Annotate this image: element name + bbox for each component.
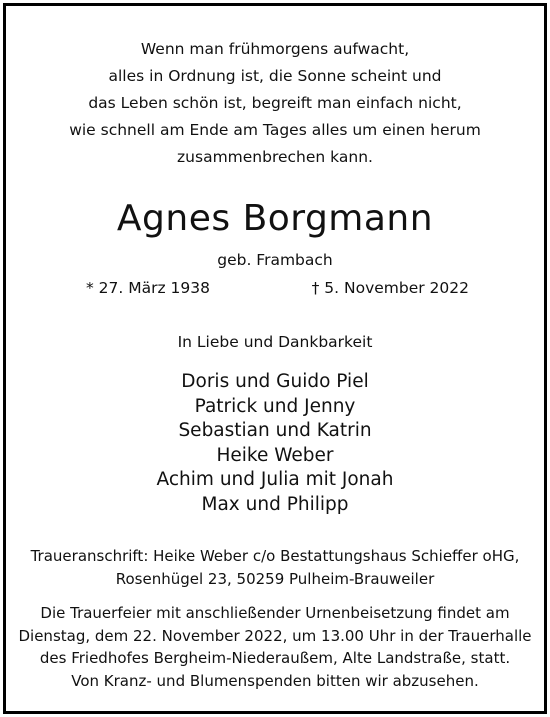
- mourning-address: [6, 545, 544, 591]
- poem-line: wie schnell am Ende am Tages alles um einen herum: [69, 121, 481, 139]
- service-line: Von Kranz- und Blumenspenden bitten wir abzusehen.: [71, 671, 479, 690]
- mourners-intro: In Liebe und Dankbarkeit: [177, 333, 373, 351]
- death-date: † 5. November 2022: [311, 279, 469, 297]
- mourner-line: Patrick und Jenny: [194, 395, 356, 417]
- maiden-name: geb. Frambach: [217, 251, 333, 269]
- mourner-line: Achim und Julia mit Jonah: [156, 469, 394, 490]
- service-line: Dienstag, dem 22. November 2022, um 13.00 Uhr in der Trauerhalle: [18, 626, 532, 645]
- mourner-line: Max und Philipp: [201, 493, 349, 515]
- mourner-line: Heike Weber: [216, 444, 334, 466]
- mourner-line: Sebastian und Katrin: [178, 420, 372, 441]
- deceased-name: Agnes Borgmann: [116, 198, 434, 239]
- poem-line: Wenn man frühmorgens aufwacht,: [140, 40, 410, 58]
- address-line: Rosenhügel 23, 50259 Pulheim-Brauweiler: [115, 570, 435, 588]
- mourners-list: [6, 370, 544, 517]
- birth-date: * 27. März 1938: [86, 279, 211, 297]
- life-dates: [6, 279, 544, 301]
- poem: [6, 36, 544, 171]
- poem-line: das Leben schön ist, begreift man einfach nicht,: [88, 94, 462, 112]
- address-line: Traueranschrift: Heike Weber c/o Bestattungshaus Schieffer oHG,: [30, 547, 520, 565]
- service-line: des Friedhofes Bergheim-Niederaußem, Alte Landstraße, statt.: [39, 649, 511, 667]
- funeral-service-info: [6, 602, 544, 692]
- poem-line: alles in Ordnung ist, die Sonne scheint und: [108, 67, 442, 85]
- mourner-line: Doris und Guido Piel: [181, 371, 369, 392]
- obituary-notice: [3, 3, 547, 714]
- service-line: Die Trauerfeier mit anschließender Urnenbeisetzung findet am: [40, 604, 510, 622]
- poem-line: zusammenbrechen kann.: [177, 148, 373, 166]
